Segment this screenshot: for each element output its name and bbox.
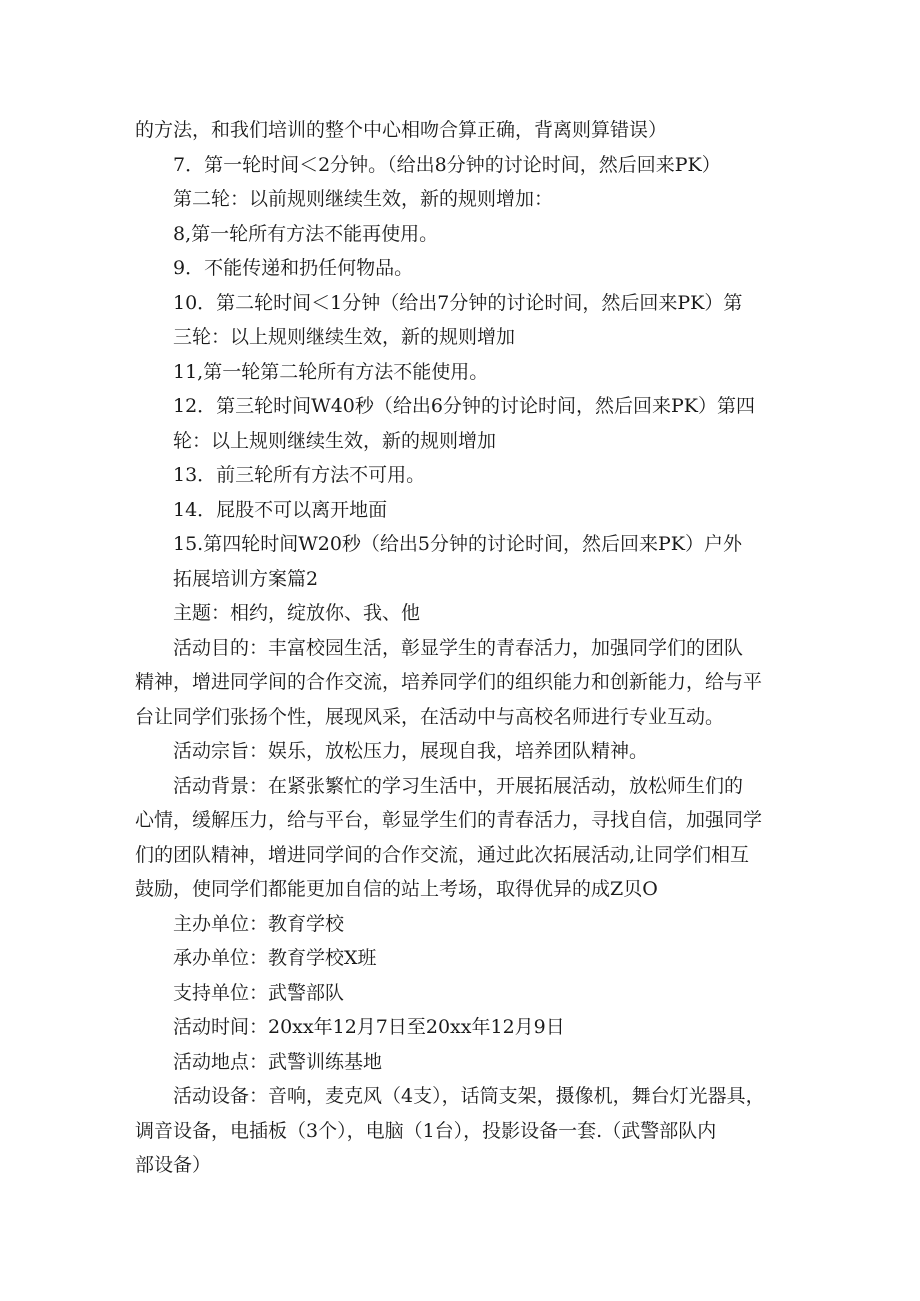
text-line: 三轮：以上规则继续生效，新的规则增加 — [173, 326, 516, 348]
text-line: 们的团队精神，增进同学间的合作交流，通过此次拓展活动,让同学们相互 — [135, 843, 750, 866]
text-line: 活动背景：在紧张繁忙的学习生活中，开展拓展活动，放松师生们的 — [173, 774, 744, 797]
text-line: 心情，缓解压力，给与平台，彰显学生们的青春活力，寻找自信，加强同学 — [135, 809, 763, 831]
text-line: 调音设备，电插板（3个），电脑（1台），投影设备一套.（武警部队内 — [135, 1119, 717, 1142]
document-body — [135, 113, 795, 1183]
text-line: 活动地点：武警训练基地 — [173, 1050, 383, 1073]
text-line: 活动宗旨：娱乐，放松压力，展现自我，培养团队精神。 — [173, 740, 649, 762]
text-line: 轮：以上规则继续生效，新的规则增加 — [173, 429, 497, 452]
text-line: 10．第二轮时间＜1分钟（给出7分钟的讨论时间，然后回来PK）第 — [173, 291, 743, 314]
text-line: 11,第一轮第二轮所有方法不能使用。 — [173, 360, 489, 383]
text-line: 的方法，和我们培训的整个中心相吻合算正确，背离则算错误） — [135, 119, 668, 141]
text-line: 鼓励，使同学们都能更加自信的站上考场，取得优异的成Z贝O — [135, 878, 658, 900]
text-line: 主办单位：教育学校 — [173, 912, 345, 935]
text-line: 14．屁股不可以离开地面 — [173, 498, 388, 521]
text-line: 活动目的：丰富校园生活，彰显学生的青春活力，加强同学们的团队 — [173, 636, 744, 659]
text-line: 精神，增进同学间的合作交流，培养同学们的组织能力和创新能力，给与平 — [135, 671, 763, 693]
text-line: 拓展培训方案篇2 — [173, 567, 319, 590]
text-line: 活动设备：音响，麦克风（4支），话筒支架，摄像机，舞台灯光器具， — [173, 1085, 765, 1107]
text-line: 7．第一轮时间＜2分钟。（给出8分钟的讨论时间，然后回来PK） — [173, 153, 721, 176]
text-line: 主题：相约，绽放你、我、他 — [173, 602, 421, 624]
text-line: 12．第三轮时间W40秒（给出6分钟的讨论时间，然后回来PK）第四 — [173, 395, 755, 417]
text-line: 部设备） — [135, 1154, 212, 1176]
text-line: 第二轮：以前规则继续生效，新的规则增加： — [173, 188, 554, 210]
text-line: 支持单位：武警部队 — [173, 981, 345, 1004]
text-line: 承办单位：教育学校X班 — [173, 947, 377, 969]
text-line: 15.第四轮时间W20秒（给出5分钟的讨论时间，然后回来PK）户外 — [173, 533, 742, 555]
text-line: 8,第一轮所有方法不能再使用。 — [173, 222, 439, 245]
text-line: 13．前三轮所有方法不可用。 — [173, 464, 426, 486]
text-line: 台让同学们张扬个性，展现风采，在活动中与高校名师进行专业互动。 — [135, 705, 725, 728]
text-line: 活动时间：20xx年12月7日至20xx年12月9日 — [173, 1016, 565, 1038]
text-line: 9．不能传递和扔任何物品。 — [173, 257, 414, 279]
